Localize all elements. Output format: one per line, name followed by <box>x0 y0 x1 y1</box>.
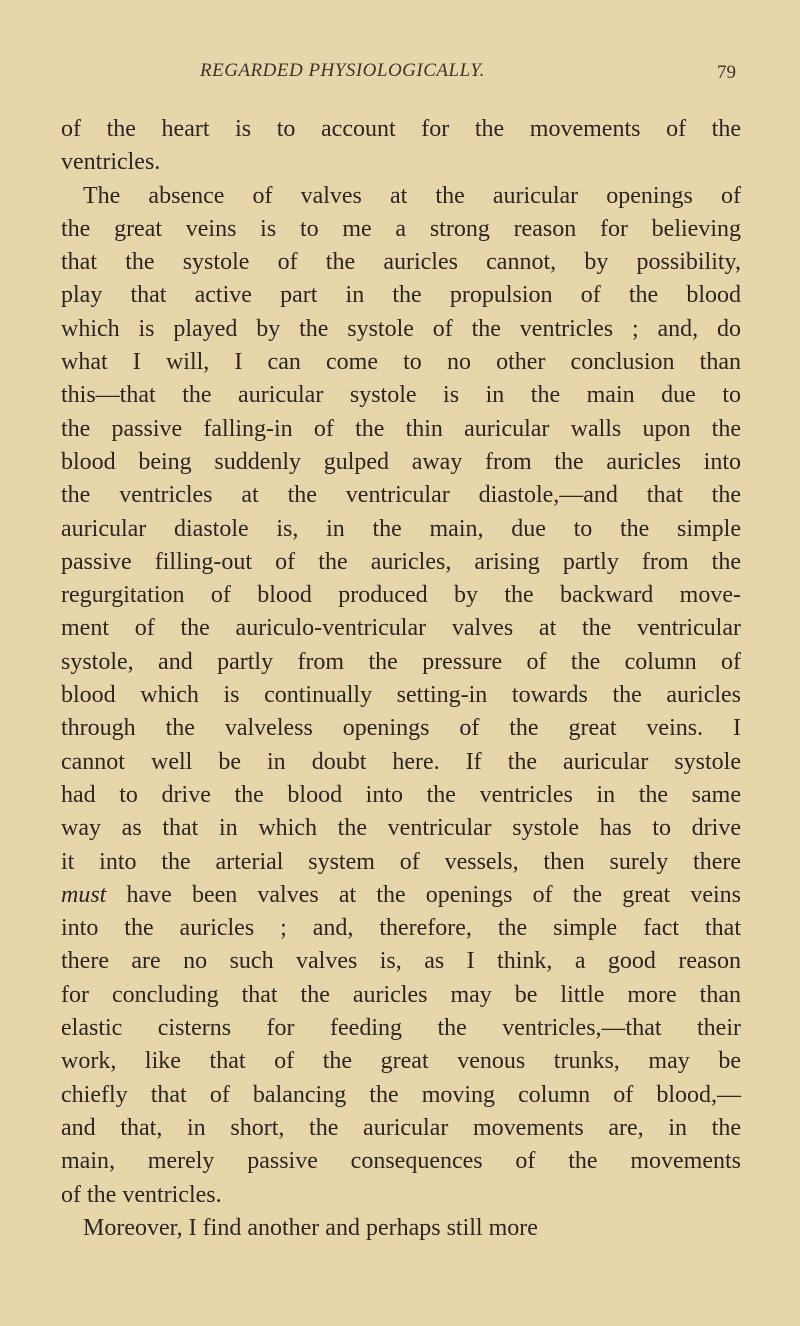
text-line: the ventricles at the ventricular diastole,—and that the <box>61 482 741 509</box>
text-line: for concluding that the auricles may be little more than <box>61 981 741 1008</box>
text-line: and that, in short, the auricular movements are, in the <box>61 1114 741 1141</box>
text-line: chiefly that of balancing the moving column of blood,— <box>61 1081 741 1108</box>
line-rest: have been valves at the openings of the great veins <box>106 881 741 908</box>
text-line: the great veins is to me a strong reason for believing <box>61 215 741 242</box>
text-line: there are no such valves is, as I think, a good reason <box>61 948 741 975</box>
text-line: way as that in which the ventricular systole has to drive <box>61 815 741 842</box>
text-line: cannot well be in doubt here. If the auricular systole <box>61 748 741 775</box>
text-line <box>61 879 741 912</box>
text-line: ment of the auriculo-ventricular valves at the ventricular <box>61 615 741 642</box>
text-line: what I will, I can come to no other conclusion than <box>61 349 741 376</box>
text-line: this—that the auricular systole is in the main due to <box>61 382 741 409</box>
text-line: Moreover, I find another and perhaps still more <box>83 1214 538 1241</box>
text-line: regurgitation of blood produced by the backward move- <box>61 582 741 609</box>
text-line: play that active part in the propulsion of the blood <box>61 282 741 309</box>
text-line: systole, and partly from the pressure of the column of <box>61 648 741 675</box>
text-line: elastic cisterns for feeding the ventricles,—that their <box>61 1015 741 1042</box>
text-line: had to drive the blood into the ventricles in the same <box>61 781 741 808</box>
text-line: blood which is continually setting-in towards the auricles <box>61 682 741 709</box>
text-line: through the valveless openings of the great veins. I <box>61 715 741 742</box>
text-line: the passive falling-in of the thin auricular walls upon the <box>61 415 741 442</box>
running-head: REGARDED PHYSIOLOGICALLY. <box>200 60 485 81</box>
italic-word: must <box>61 881 107 908</box>
page-number: 79 <box>717 62 736 83</box>
text-line: of the heart is to account for the movements of the <box>61 116 741 142</box>
text-line: The absence of valves at the auricular openings of <box>83 182 741 209</box>
text-line: into the auricles ; and, therefore, the simple fact that <box>61 915 741 942</box>
text-line: blood being suddenly gulped away from the auricles into <box>61 448 741 475</box>
text-line: which is played by the systole of the ventricles ; and, do <box>61 315 741 342</box>
text-line: that the systole of the auricles cannot, by possibility, <box>61 249 741 276</box>
text-line: of the ventricles. <box>61 1181 222 1208</box>
text-line: work, like that of the great venous trunks, may be <box>61 1048 741 1075</box>
text-line: ventricles. <box>61 149 161 176</box>
page-header <box>200 60 736 88</box>
text-line: it into the arterial system of vessels, then surely there <box>61 848 741 875</box>
text-line: main, merely passive consequences of the movements <box>61 1148 741 1175</box>
body-text <box>61 113 741 1245</box>
text-line: auricular diastole is, in the main, due to the simple <box>61 515 741 542</box>
text-line: passive filling-out of the auricles, arising partly from the <box>61 548 741 575</box>
